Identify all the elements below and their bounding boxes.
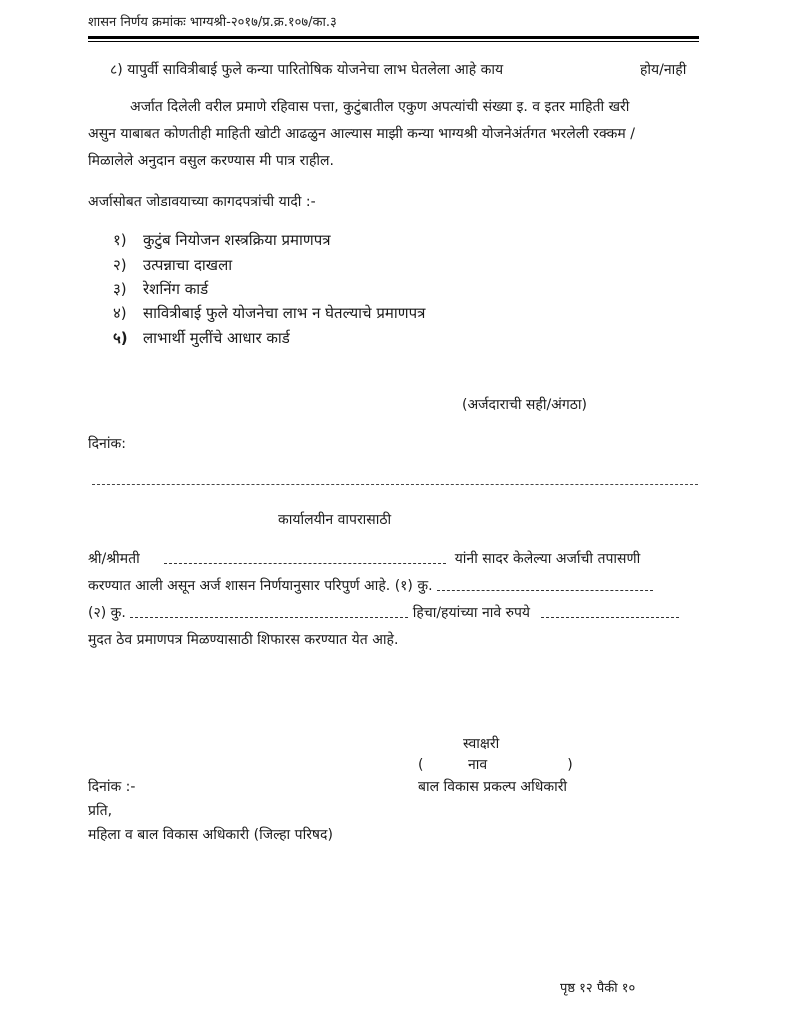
document-item: २) उत्पन्नाचा दाखला [113, 256, 233, 274]
officer-signature-label: स्वाक्षरी [463, 736, 500, 752]
amount-blank [541, 608, 679, 618]
header-rule-thin [88, 41, 699, 42]
beneficiary-1-blank [437, 581, 653, 591]
footer-recipient: महिला व बाल विकास अधिकारी (जिल्हा परिषद) [88, 827, 333, 843]
section-divider [92, 484, 698, 485]
declaration-line-2: असुन याबाबत कोणतीही माहिती खोटी आढळुन आल्यास माझी कन्या भाग्यश्री योजनेअंर्तगत भरलेली रक्कम / [88, 126, 635, 142]
footer-to-label: प्रति, [88, 803, 113, 819]
office-line-3: (२) कु. हिचा/हयांच्या नावे रुपये [88, 603, 699, 622]
question-8-answer: होय/नाही [640, 62, 687, 78]
header-rule-thick [88, 36, 699, 39]
document-item: ५) लाभार्थी मुलींचे आधार कार्ड [113, 329, 290, 347]
document-item: ४) सावित्रीबाई फुले योजनेचा लाभ न घेतल्याचे प्रमाणपत्र [113, 304, 426, 322]
name-blank [164, 554, 446, 564]
declaration-line-1: अर्जात दिलेली वरील प्रमाणे रहिवास पत्ता, कुटुंबातील एकुण अपत्यांची संख्या इ. व इतर माहिती खरी [130, 99, 630, 115]
document-item: १) कुटुंब नियोजन शस्त्रक्रिया प्रमाणपत्र [113, 231, 331, 249]
office-line-2: करण्यात आली असून अर्ज शासन निर्णयानुसार परिपुर्ण आहे. (१) कु. [88, 576, 699, 595]
officer-designation: बाल विकास प्रकल्प अधिकारी [418, 779, 568, 795]
document-item: ३) रेशनिंग कार्ड [113, 280, 209, 298]
footer-date-label: दिनांक :- [88, 779, 136, 795]
date-label: दिनांक: [88, 436, 126, 452]
declaration-line-3: मिळालेले अनुदान वसुल करण्यास मी पात्र राहील. [88, 153, 334, 169]
beneficiary-2-blank [130, 608, 408, 618]
page-number: पृष्ठ १२ पैकी १० [560, 981, 636, 996]
office-line-4: मुदत ठेव प्रमाणपत्र मिळण्यासाठी शिफारस करण्यात येत आहे. [88, 632, 399, 648]
question-8: ८) यापुर्वी सावित्रीबाई फुले कन्या पारितोषिक योजनेचा लाभ घेतलेला आहे काय [110, 62, 504, 78]
office-use-title: कार्यालयीन वापरासाठी [278, 512, 392, 528]
applicant-signature-label: (अर्जदाराची सही/अंगठा) [462, 397, 587, 413]
office-line-1: श्री/श्रीमती यांनी सादर केलेल्या अर्जाची तपासणी [88, 551, 641, 567]
officer-name-field: ( नाव ) [418, 757, 573, 773]
documents-title: अर्जासोबत जोडावयाच्या कागदपत्रांची यादी :- [88, 194, 316, 210]
document-header: शासन निर्णय क्रमांकः भाग्यश्री-२०१७/प्र.क्र.१०७/का.३ [88, 15, 337, 30]
